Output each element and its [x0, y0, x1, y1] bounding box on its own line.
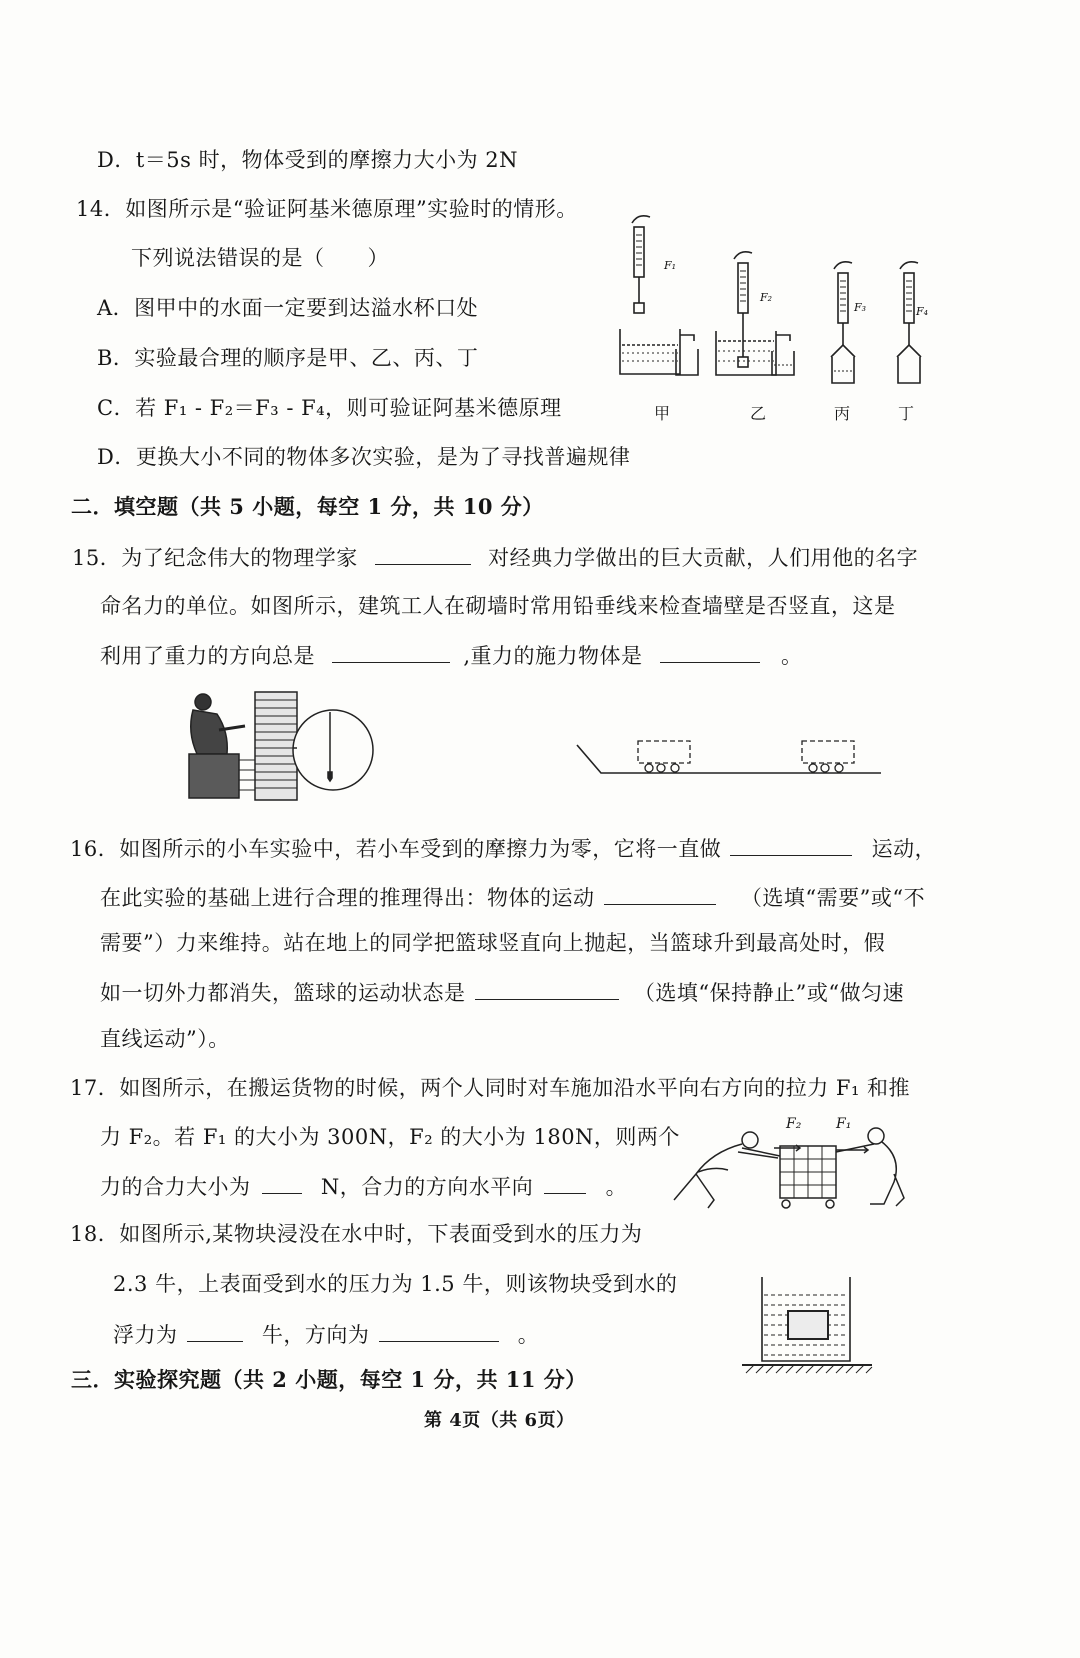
q16-l4-part-a: 如一切外力都消失，篮球的运动状态是 [100, 981, 466, 1005]
label-f1: F₁ [664, 259, 677, 272]
caption-jia: 甲 [654, 404, 671, 423]
q14-option-c: C．若 F₁ - F₂＝F₃ - F₄，则可验证阿基米德原理 [97, 396, 562, 420]
q15-part-5: 。 [780, 644, 803, 668]
q14-prompt: 下列说法错误的是（ ） [131, 246, 389, 270]
q14-option-d: D．更换大小不同的物体多次实验，是为了寻找普遍规律 [97, 445, 631, 469]
q16-l2-part-b: （选填“需要”或“不 [740, 886, 926, 910]
section-2-title: 二．填空题（共 5 小题，每空 1 分，共 10 分） [71, 494, 544, 519]
q16-blank-2[interactable] [604, 882, 716, 905]
q16-line-3: 需要”）力来维持。站在地上的同学把篮球竖直向上抛起，当篮球升到最高处时，假 [100, 931, 886, 955]
q18-blank-2[interactable] [379, 1319, 499, 1342]
q15-blank-1[interactable] [375, 542, 471, 565]
q16-line-2 [100, 882, 925, 912]
q16-line-1 [70, 833, 936, 863]
q17-line-2: 力 F₂。若 F₁ 的大小为 300N，F₂ 的大小为 180N，则两个 [100, 1125, 680, 1149]
plumb-line-figure [185, 690, 380, 805]
q14-option-a: A．图甲中的水面一定要到达溢水杯口处 [97, 296, 479, 320]
q16-l1-part-a: 16．如图所示的小车实验中，若小车受到的摩擦力为零，它将一直做 [70, 837, 722, 861]
caption-yi: 乙 [750, 404, 767, 423]
apparatus-ding [897, 262, 921, 383]
q16-line-5: 直线运动”）。 [100, 1027, 230, 1051]
q18-line-1: 18．如图所示,某物块浸没在水中时，下表面受到水的压力为 [70, 1222, 643, 1246]
label-push-f1: F₁ [836, 1116, 852, 1132]
q16-l4-part-b: （选填“保持静止”或“做匀速 [633, 981, 905, 1005]
q17-l3-part-a: 力的合力大小为 [100, 1175, 251, 1199]
page-footer: 第 4页（共 6页） [424, 1410, 575, 1431]
q15-line-2: 命名力的单位。如图所示，建筑工人在砌墙时常用铅垂线来检查墙壁是否竖直，这是 [100, 594, 896, 618]
q17-l3-part-b: N，合力的方向水平向 [320, 1175, 534, 1199]
carts-figure [575, 733, 885, 783]
apparatus-bing [831, 262, 855, 383]
q17-line-3 [100, 1171, 627, 1201]
q18-line-3 [113, 1319, 539, 1349]
q16-blank-1[interactable] [730, 833, 852, 856]
q18-l3-part-b: 牛，方向为 [261, 1323, 370, 1347]
q18-blank-1[interactable] [187, 1319, 243, 1342]
apparatus-jia [620, 216, 698, 375]
q15-blank-2[interactable] [332, 640, 450, 663]
q15-blank-3[interactable] [660, 640, 760, 663]
label-f4: F₄ [916, 305, 929, 318]
q18-line-2: 2.3 牛，上表面受到水的压力为 1.5 牛，则该物块受到水的 [113, 1272, 678, 1296]
label-f3: F₃ [854, 301, 867, 314]
q14-stem: 14．如图所示是“验证阿基米德原理”实验时的情形。 [76, 197, 578, 221]
q15-part-2: 对经典力学做出的巨大贡献，人们用他的名字 [488, 546, 919, 570]
q15-line-1 [72, 542, 918, 572]
label-push-f2: F₂ [786, 1116, 802, 1132]
q16-blank-3[interactable] [475, 977, 619, 1000]
q17-l3-part-c: 。 [605, 1175, 628, 1199]
immersed-block-figure [740, 1275, 880, 1375]
q15-part-1: 15．为了纪念伟大的物理学家 [72, 546, 358, 570]
q15-line-3 [100, 640, 802, 670]
q17-blank-2[interactable] [544, 1171, 586, 1194]
q15-part-4: ,重力的施力物体是 [463, 644, 643, 668]
section-3-title: 三．实验探究题（共 2 小题，每空 1 分，共 11 分） [71, 1367, 587, 1392]
q15-part-3: 利用了重力的方向总是 [100, 644, 315, 668]
push-cart-figure [668, 1116, 913, 1212]
q18-l3-part-a: 浮力为 [113, 1323, 178, 1347]
q18-l3-part-c: 。 [517, 1323, 540, 1347]
caption-bing: 丙 [834, 404, 851, 423]
q17-line-1: 17．如图所示，在搬运货物的时候，两个人同时对车施加沿水平向右方向的拉力 F₁ 和推 [70, 1076, 911, 1100]
q16-l2-part-a: 在此实验的基础上进行合理的推理得出：物体的运动 [100, 886, 595, 910]
caption-ding: 丁 [898, 404, 915, 423]
q17-blank-1[interactable] [262, 1171, 302, 1194]
label-f2: F₂ [760, 291, 773, 304]
q16-l1-part-b: 运动， [871, 837, 937, 861]
q13-option-d: D．t＝5s 时，物体受到的摩擦力大小为 2N [97, 148, 518, 172]
q16-line-4 [100, 977, 904, 1007]
apparatus-yi [716, 252, 794, 375]
q14-option-b: B．实验最合理的顺序是甲、乙、丙、丁 [97, 346, 479, 370]
archimedes-figure [610, 205, 940, 423]
